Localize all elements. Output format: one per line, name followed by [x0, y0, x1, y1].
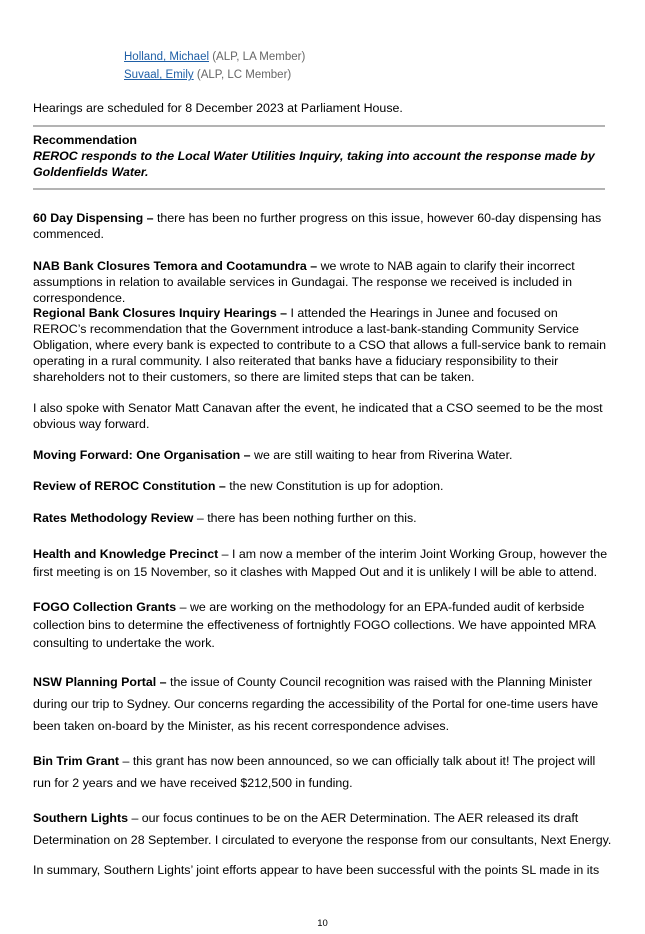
- recommendation-box: [33, 132, 607, 180]
- item-text: I attended the Hearings in Junee and focused on REROC’s recommendation that the Government introduce a last-bank-standing Community Service Obligation, where every bank is expected to contribute to a CSO that allows a full-service bank to remain operating in a rural community. I also reiterated that banks have a fiduciary responsibility to their shareholders not to their customers, so there are limited steps that can be taken.: [33, 306, 607, 384]
- member-link-suvaal[interactable]: Suvaal, Emily: [124, 69, 194, 81]
- member-entry: [124, 66, 305, 84]
- item-regional-bank-hearings: [33, 305, 613, 385]
- item-title: Review of REROC Constitution –: [33, 479, 226, 493]
- item-title: Regional Bank Closures Inquiry Hearings –: [33, 306, 288, 320]
- item-nsw-planning-portal: [33, 671, 613, 737]
- recommendation-bottom-rule: [33, 188, 605, 190]
- item-title: Moving Forward: One Organisation –: [33, 448, 251, 462]
- item-moving-forward: [33, 447, 613, 463]
- item-canavan: [33, 400, 613, 432]
- committee-members-list: [124, 48, 305, 84]
- recommendation-top-rule: [33, 125, 605, 127]
- item-rates-methodology: [33, 510, 613, 526]
- item-fogo-grants: [33, 598, 613, 652]
- item-title: Southern Lights: [33, 811, 128, 825]
- item-text: we wrote to NAB again to clarify their incorrect assumptions in relation to available services in Gundagai. The response we received is included in correspondence.: [33, 259, 575, 305]
- item-text: we are still waiting to hear from Riverina Water.: [250, 448, 513, 462]
- member-link-holland[interactable]: Holland, Michael: [124, 51, 210, 63]
- item-60-day-dispensing: [33, 210, 613, 242]
- item-constitution-review: [33, 478, 613, 494]
- item-title: NSW Planning Portal –: [33, 675, 167, 689]
- item-title: 60 Day Dispensing –: [33, 211, 154, 225]
- item-bin-trim-grant: [33, 750, 613, 794]
- item-health-precinct: [33, 545, 613, 581]
- item-text: – I am now a member of the interim Joint Working Group, however the first meeting is on 15 November, so it clashes with Mapped Out and it is unlikely I will be able to attend.: [33, 547, 608, 579]
- item-text: the new Constitution is up for adoption.: [225, 479, 444, 493]
- item-text: – this grant has now been announced, so we can officially talk about it! The project will run for 2 years and we have received $212,500 in funding.: [33, 754, 596, 790]
- member-entry: [124, 48, 305, 66]
- item-text: – our focus continues to be on the AER Determination. The AER released its draft Determination on 28 September. I circulated to everyone the response from our consultants, Next Energy.: [33, 811, 612, 847]
- item-text: – there has been nothing further on this.: [193, 511, 417, 525]
- hearings-text: Hearings are scheduled for 8 December 2023 at Parliament House.: [33, 101, 403, 115]
- item-text: – we are working on the methodology for an EPA-funded audit of kerbside collection bins to determine the effectiveness of fortnightly FOGO collections. We have appointed MRA consulting to undertake the work.: [33, 600, 596, 650]
- item-title: Bin Trim Grant: [33, 754, 120, 768]
- item-text: In summary, Southern Lights’ joint efforts appear to have been successful with the points SL made in its: [33, 863, 600, 877]
- item-text: the issue of County Council recognition was raised with the Planning Minister during our trip to Sydney. Our concerns regarding the accessibility of the Portal for one-time users have been taken on-board by the Minister, as his recent correspondence advises.: [33, 675, 599, 733]
- item-southern-lights: [33, 807, 613, 851]
- item-summary: [33, 862, 613, 878]
- member-role: (ALP, LC Member): [193, 69, 292, 81]
- item-text: I also spoke with Senator Matt Canavan after the event, he indicated that a CSO seemed to be the most obvious way forward.: [33, 401, 603, 431]
- item-title: Health and Knowledge Precinct: [33, 547, 219, 561]
- item-text: there has been no further progress on this issue, however 60-day dispensing has commenced.: [33, 211, 602, 241]
- page-number: 10: [317, 918, 328, 929]
- recommendation-body: REROC responds to the Local Water Utilities Inquiry, taking into account the response made by Goldenfields Water.: [33, 149, 595, 179]
- recommendation-heading: Recommendation: [33, 133, 137, 147]
- item-title: FOGO Collection Grants: [33, 600, 177, 614]
- member-role: (ALP, LA Member): [209, 51, 306, 63]
- item-title: NAB Bank Closures Temora and Cootamundra –: [33, 259, 318, 273]
- item-nab-bank-closures: [33, 258, 613, 306]
- item-title: Rates Methodology Review: [33, 511, 194, 525]
